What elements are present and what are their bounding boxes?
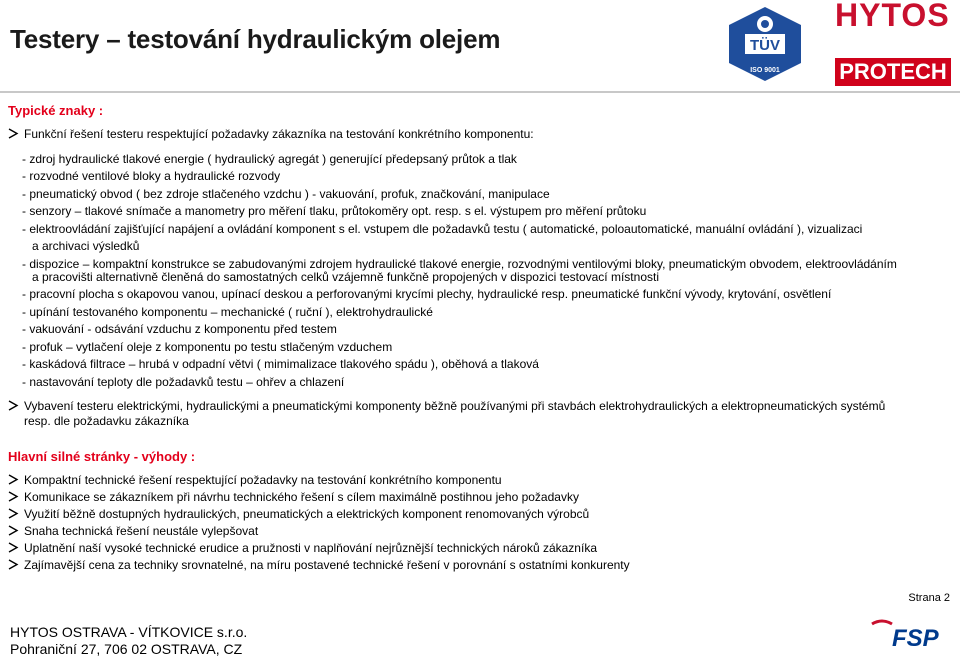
strengths-heading: Hlavní silné stránky - výhody : xyxy=(8,449,196,464)
arrow-bullet-icon xyxy=(8,558,24,572)
typical-heading: Typické znaky : xyxy=(8,103,104,118)
strength-item: Zajímavější cena za techniky srovnatelné, na míru postavené technické řešení v porovnání s ostatními konkurenty xyxy=(8,558,630,572)
arrow-bullet-icon xyxy=(8,524,24,538)
typical-line: - nastavování teploty dle požadavků testu – ohřev a chlazení xyxy=(22,375,345,389)
arrow-bullet-icon xyxy=(8,473,24,487)
equipment-bullet xyxy=(8,399,885,413)
equipment-text: Vybavení testeru elektrickými, hydraulickými a pneumatickými komponenty běžně používanými při stavbách elektrohydraulických a elektropneumatických systémů xyxy=(24,399,886,413)
equipment-text-cont: resp. dle požadavku zákazníka xyxy=(24,414,189,428)
typical-line: - kaskádová filtrace – hrubá v odpadní větvi ( mimimalizace tlakového spádu ), oběhová a tlaková xyxy=(22,357,539,371)
typical-line: a archivaci výsledků xyxy=(32,239,140,253)
typical-line: - zdroj hydraulické tlakové energie ( hydraulický agregát ) generující předepsaný průtok a tlak xyxy=(22,152,517,166)
page-title: Testery – testování hydraulickým olejem xyxy=(10,24,501,54)
iso-text: ISO 9001 xyxy=(750,67,780,74)
typical-line: - upínání testovaného komponentu – mechanické ( ruční ), elektrohydraulické xyxy=(22,305,433,319)
arrow-bullet-icon xyxy=(8,507,24,521)
tuv-iso-logo xyxy=(727,6,803,82)
typical-line: - rozvodné ventilové bloky a hydraulické rozvody xyxy=(22,169,281,183)
typical-line: - pracovní plocha s okapovou vanou, upínací deskou a perforovanými krycími plechy, hydraulické resp. pneumatické funkční vývody, krytování, osvětlení xyxy=(22,287,832,301)
arrow-bullet-icon xyxy=(8,127,24,141)
strength-item: Kompaktní technické řešení respektující požadavky na testování konkrétního komponentu xyxy=(8,473,502,487)
arrow-bullet-icon xyxy=(8,541,24,555)
strength-item: Snaha technická řešení neustále vylepšovat xyxy=(8,524,258,538)
typical-intro xyxy=(8,127,534,141)
arrow-bullet-icon xyxy=(8,399,24,413)
brand-bottom: PROTECH xyxy=(835,58,951,86)
company-name: HYTOS OSTRAVA - VÍTKOVICE s.r.o. xyxy=(10,624,248,640)
typical-line: a pracovišti alternativně členěná do samostatných celků vzájemně funkčně propojených v dispozici testovací místnosti xyxy=(32,270,659,284)
brand-top: HYTOS xyxy=(835,0,950,33)
strength-item: Komunikace se zákazníkem při návrhu technického řešení s cílem maximálně postihnou jeho požadavky xyxy=(8,490,579,504)
header-divider xyxy=(0,91,960,93)
typical-line: - profuk – vytlačení oleje z komponentu po testu stlačeným vzduchem xyxy=(22,340,393,354)
strength-item: Využití běžně dostupných hydraulických, pneumatických a elektrických komponent renomovaných výrobců xyxy=(8,507,589,521)
typical-line: - dispozice – kompaktní konstrukce se zabudovanými zdrojem hydraulické tlakové energie, rozvodnými ventilovými bloky, pneumatickým obvodem, elektroovládáním xyxy=(22,257,897,271)
typical-line: - vakuování - odsávání vzduchu z komponentu před testem xyxy=(22,322,337,336)
typical-line: - pneumatický obvod ( bez zdroje stlačeného vzdchu ) - vakuování, profuk, značkování, manipulace xyxy=(22,187,550,201)
typical-line: - senzory – tlakové snímače a manometry pro měření tlaku, průtokoměry opt. resp. s el. výstupem pro měření průtoku xyxy=(22,204,647,218)
intro-text: Funkční řešení testeru respektující požadavky zákazníka na testování konkrétního komponentu: xyxy=(24,127,534,141)
fsp-text: FSP xyxy=(892,625,939,652)
page-number: Strana 2 xyxy=(908,592,950,604)
tuv-text: TÜV xyxy=(750,37,780,54)
fsp-logo xyxy=(868,618,956,654)
typical-line: - elektroovládání zajišťující napájení a ovládání komponent s el. vstupem dle požadavků testu ( automatické, poloautomatické, manuální ovládání ), vizualizaci xyxy=(22,222,863,236)
arrow-bullet-icon xyxy=(8,490,24,504)
strength-item: Uplatnění naší vysoké technické erudice a pružnosti v naplňování nejrůznější technických nároků zákazníka xyxy=(8,541,597,555)
company-address: Pohraniční 27, 706 02 OSTRAVA, CZ xyxy=(10,641,243,657)
hytos-protech-logo xyxy=(835,0,951,86)
